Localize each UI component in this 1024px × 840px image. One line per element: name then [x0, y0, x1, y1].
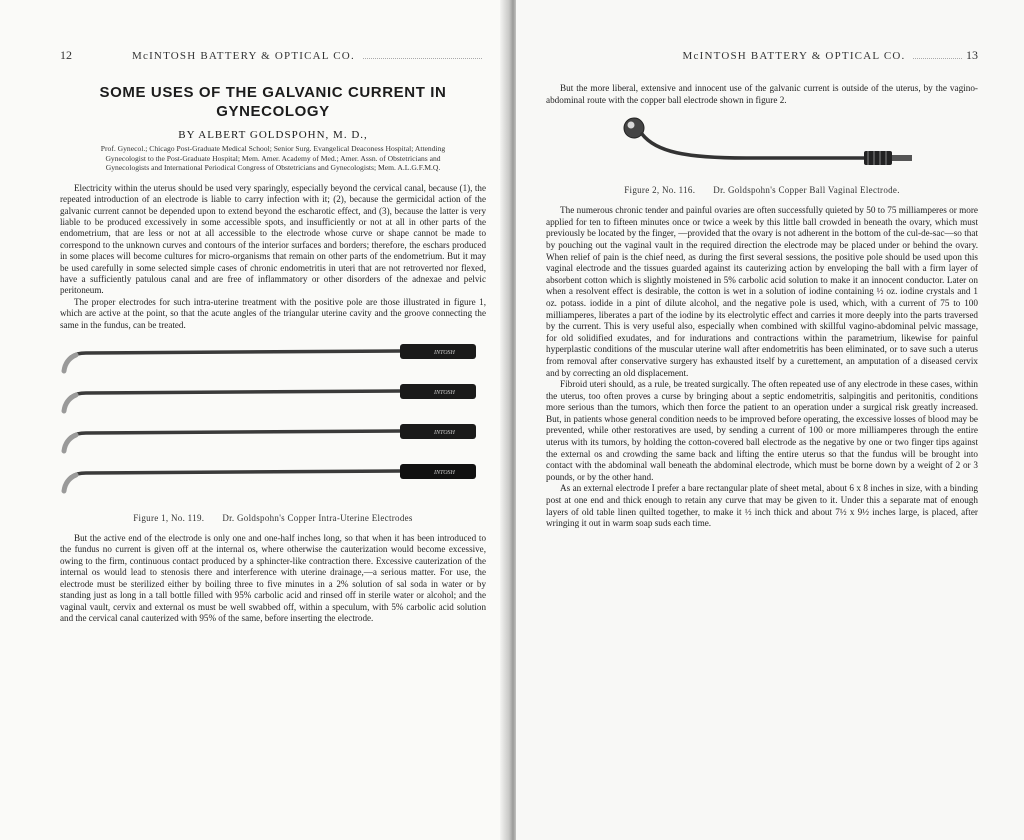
electrode-1-brand: INTOSH: [434, 350, 455, 357]
right-running-head-text: McINTOSH BATTERY & OPTICAL CO.: [682, 50, 906, 62]
figure-2-caption-number: Figure 2, No. 116.: [624, 185, 696, 196]
left-page: [0, 0, 508, 840]
right-page: [516, 0, 1024, 840]
article-title: SOME USES OF THE GALVANIC CURRENT IN GYNECOLOGY: [99, 84, 447, 120]
running-head-rule-right: [913, 58, 962, 59]
electrode-4-brand: INTOSH: [434, 470, 455, 477]
electrode-3: [64, 424, 476, 451]
right-paragraph-4: As an external electrode I prefer a bare rectangular plate of sheet metal, about 6 x 8 inches in size, with a binding post at one end and thick enough to retain any curve that may be given to it. Under this a separate mat of enough layers of old table linen quilted together, to make it ½ inch thick and about 7½ x 9½ inches large, is placed, after wringing it out in warm soap suds each time.: [546, 483, 978, 529]
electrodes-illustration: [60, 339, 486, 509]
left-paragraph-2: The proper electrodes for such intra-uterine treatment with the positive pole are those illustrated in figure 1, which are active at the point, so that the acute angles of the triangular uterine cavity and the groove connecting the same in the fundus, can be treated.: [60, 296, 486, 330]
left-running-head: [60, 48, 486, 63]
right-paragraph-1: But the more liberal, extensive and innocent use of the galvanic current is outside of the uterus, by the vagino-abdominal route with the copper ball electrode shown in figure 2.: [546, 83, 978, 105]
right-page-number: 13: [966, 48, 978, 62]
figure-1-caption-text: Dr. Goldspohn's Copper Intra-Uterine Electrodes: [222, 513, 413, 524]
figure-1-intrauterine-electrodes: [60, 339, 486, 523]
right-paragraph-2: The numerous chronic tender and painful ovaries are often successfully quieted by 50 to 75 milliamperes or more applied for ten to fifteen minutes once or twice a week by this little ball crowded in beneath the ovary, which must previously be located by the finger, —provided that the ovary is not adherent in the bottom of the cul-de-sac—so that by pouching out the vaginal vault in the required direction the electrode may be placed under or behind the ovary. When relief of pain is the chief need, as during the first several sessions, the positive pole should be used upon this vaginal electrode and the tissues guarded against its cauterizing action by enveloping the ball with a firm layer of absorbent cotton which is slightly moistened in 5% carbolic acid solution to make it an innocent conductor. Later on when a resolvent effect is desirable, the cotton is wet in a solution of iodine containing ½ oz. iodine crystals and 1 oz. potass. iodide in a pint of dilute alcohol, and the negative pole is used, which, with a current of 75 to 100 milliamperes, liberates a part of the iodine by its electrolytic effect and carries it more deeply into the parts traversed by the current. This is very useful also, especially when combined with skillful vagino-abdominal pelvic massage, for old solidified exudates, and for indurations and contractions within the parametrium, likewise for painful hyperplastic conditions of the muscular uterine wall after endometritis has been eliminated, or to save such a uterus from removal after conservative surgery has exhausted itself by a curettement, an amputation of a diseased cervix and by correcting an old displacement.: [546, 205, 978, 378]
electrode-2-brand: INTOSH: [434, 390, 455, 397]
figure-1-caption-number: Figure 1, No. 119.: [133, 513, 205, 524]
left-running-head-text: McINTOSH BATTERY & OPTICAL CO.: [132, 50, 355, 62]
electrode-3-brand: INTOSH: [434, 430, 455, 437]
figure-2-caption-text: Dr. Goldspohn's Copper Ball Vaginal Electrode.: [713, 185, 900, 196]
running-head-rule: [363, 58, 482, 59]
electrode-2: [64, 384, 476, 411]
figure-1-caption: [60, 513, 486, 523]
left-page-number: 12: [60, 48, 72, 62]
author-credentials: Prof. Gynecol.; Chicago Post-Graduate Medical School; Senior Surg. Evangelical Deaconess Hospital; Attending Gynecologist to the Post-Graduate Hospital; Mem. Amer. Academy of Med.; Amer. Assn. of Obstetricians and Gynecologists and International Periodical Congress of Obstetricians and Gynecologists; Mem. A.L.G.F.M.Q.: [100, 144, 446, 173]
figure-2-ball-electrode: [546, 114, 978, 195]
right-paragraph-3: Fibroid uteri should, as a rule, be treated surgically. The often repeated use of any electrode in these cases, within the uterus, too often proves a curse by bringing about a septic endometritis, salpingitis and peritonitis, conditions more serious than the tumors, which then force the patient to an operation under a surgical risk greatly increased. But, in patients whose general condition needs to be improved before operating, the excessive losses of blood may be prevented, while other restoratives are used, by sending a current of 100 or more milliamperes through the entire uterus with its tumors, by holding the cotton-covered ball electrode as the negative by one or two finger tips against the external os and crowding the same back and lifting the entire uterus so that the fundus will be brought into contact with the abdominal wall beneath the abdominal electrode, which must be borne down by a weight of 2 or 3 pounds, or by the other hand.: [546, 379, 978, 482]
right-running-head: [546, 48, 978, 63]
ball-electrode-illustration: [546, 114, 978, 176]
figure-2-caption: [546, 185, 978, 195]
electrode-1: [64, 344, 476, 371]
electrode-4: [64, 464, 476, 491]
left-paragraph-1: Electricity within the uterus should be used very sparingly, especially beyond the cervical canal, because (1), the repeated introduction of an electrode is liable to carry infection with it; (2), because the germicidal action of the galvanic current cannot be depended upon to extend beyond the escharotic effect, and (3), because the latter is very liable to be produced excessively in some accessible spots, and insufficiently or not at all in other parts of the endometrium, that are less or not at all accessible to the electrode whose curve or shape cannot be made to correspond to the unknown curves and contours of the interior surfaces and borders; therefore, the eschars produced in some places will become cultures for micro-organisms that remain on other parts of the endometrium. But it may be used carefully in some selected simple cases of chronic endometritis in uteri that are not retroverted nor flexed, have a sufficiently patulous canal and are free of inflammatory or other disorders of the adnexae and pelvic peritoneum.: [60, 182, 486, 296]
left-paragraph-3: But the active end of the electrode is only one and one-half inches long, so that when it has been introduced to the fundus no current is given off at the internal os, where otherwise the cauterization would become excessive, owing to the firm, continuous contact produced by a sphincter-like contraction there. Excessive cauterization of the internal os would lead to stenosis there and interference with uterine drainage,—a serious matter. For use, the electrode must be sterilized either by boiling three to five minutes in a 2% solution of sal soda in water or by standing just as long in a tall bottle filled with 95% carbolic acid and rinsed off in sterile water or alcohol; and the vaginal vault, cervix and external os must be well swabbed off, within a speculum, with 5% carbolic acid solution and the cervical canal cauterized with 95% of the same, before inserting the electrode.: [60, 533, 486, 623]
author-byline: BY ALBERT GOLDSPOHN, M. D.,: [178, 129, 368, 141]
